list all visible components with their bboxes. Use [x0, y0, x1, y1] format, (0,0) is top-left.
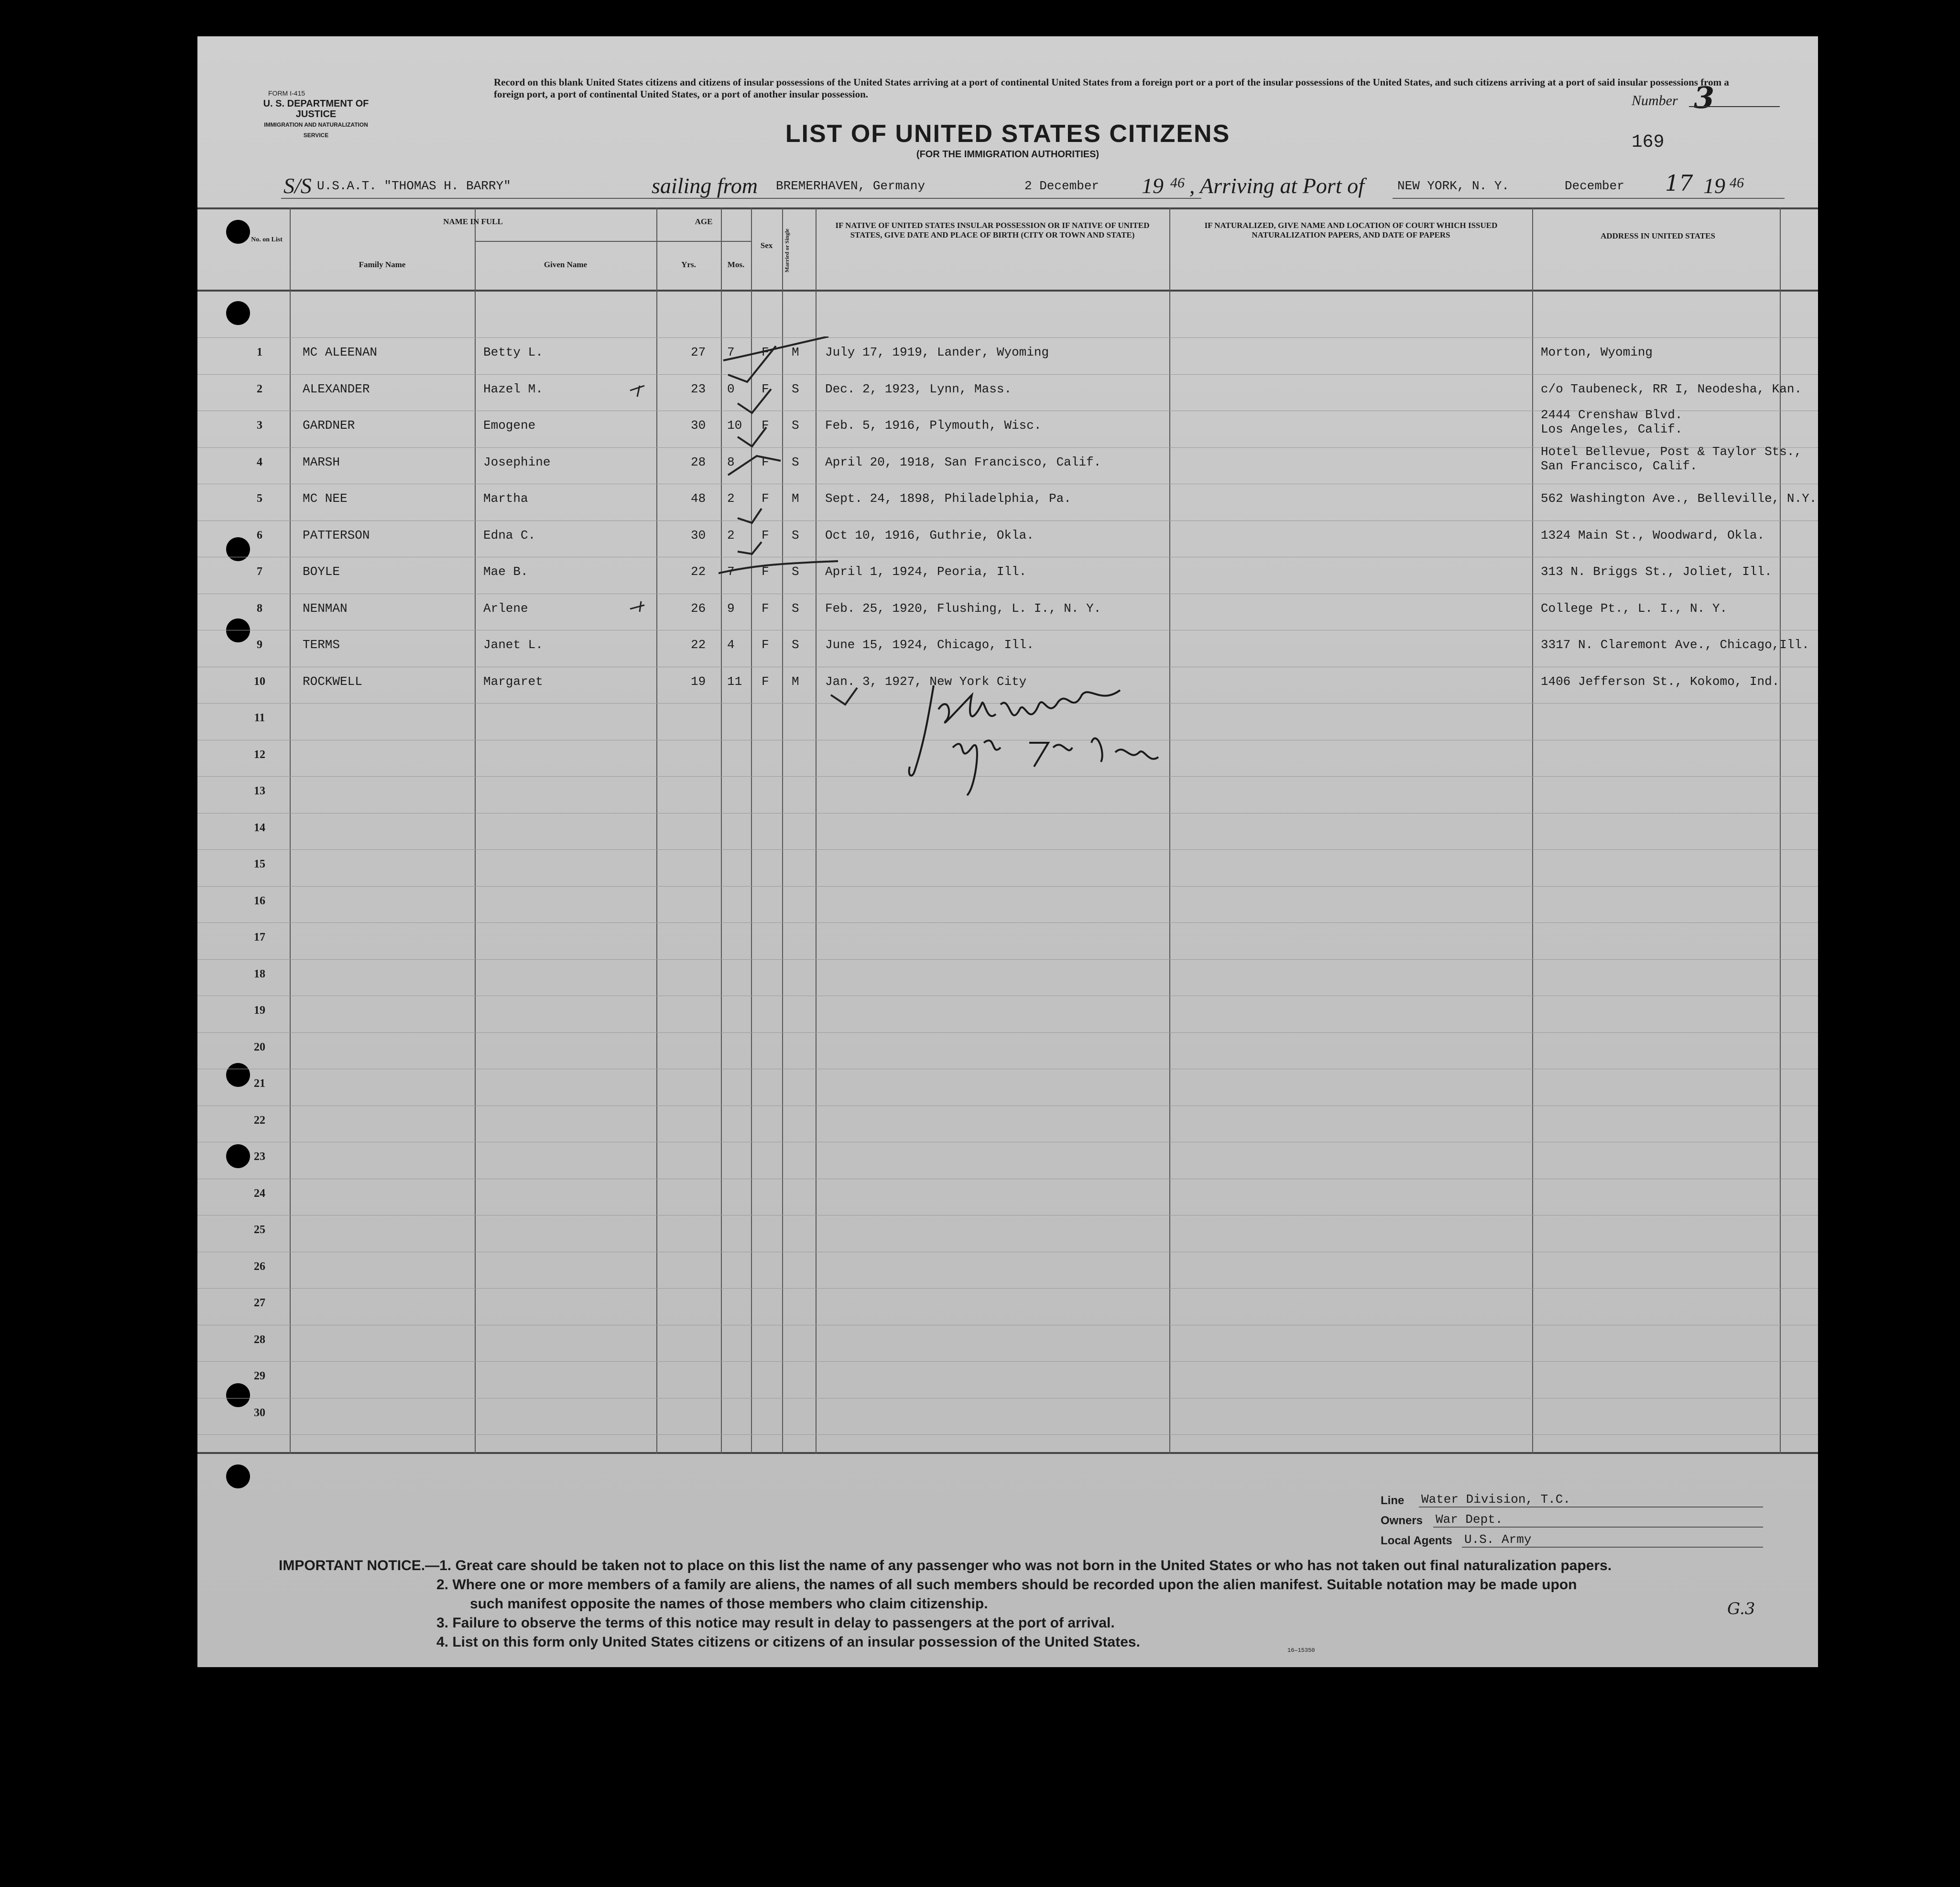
- record-instructions: Record on this blank United States citizens and citizens of insular possessions of the United States arriving at a port of continental United States from a foreign port or a port of the insular possessions of the United States, and such citizens arriving at a port of said insular possessions from a foreign port, a port of continental United States, or a port of another insular possession.: [494, 76, 1729, 100]
- form-number: FORM I-415: [268, 89, 305, 97]
- tick-mark: [628, 599, 647, 614]
- header-address: ADDRESS IN UNITED STATES: [1601, 231, 1715, 240]
- age-years-cell: 23: [691, 381, 706, 396]
- birth-cell: July 17, 1919, Lander, Wyoming: [825, 345, 1049, 359]
- notice-3: 3. Failure to observe the terms of this notice may result in delay to passengers at the port of arrival.: [436, 1615, 1115, 1631]
- list-number: 3: [1694, 80, 1715, 115]
- row-number: 25: [254, 1224, 265, 1236]
- row-number: 26: [254, 1260, 265, 1273]
- sex-cell: F: [762, 674, 769, 689]
- marital-status-cell: S: [792, 455, 799, 469]
- family-name-cell: MC ALEENAN: [303, 345, 378, 359]
- row-rule: [197, 1434, 1818, 1435]
- line-label: Line: [1381, 1494, 1405, 1507]
- header-yrs: Yrs.: [681, 260, 696, 269]
- row-number: 12: [254, 748, 265, 761]
- address-cell: [1541, 445, 1802, 473]
- row-rule: [197, 1398, 1818, 1399]
- notice-title: IMPORTANT NOTICE.: [279, 1558, 425, 1573]
- owners-underline: [1433, 1527, 1763, 1528]
- given-name-cell: Josephine: [483, 455, 551, 469]
- agency-name: U. S. DEPARTMENT OF JUSTICE: [263, 98, 369, 119]
- address-line: 3317 N. Claremont Ave., Chicago,Ill.: [1541, 638, 1809, 652]
- birth-cell: Jan. 3, 1927, New York City: [825, 674, 1027, 689]
- age-years-cell: 48: [691, 491, 706, 506]
- row-number: 8: [257, 602, 262, 615]
- row-number: 4: [257, 455, 262, 468]
- header-birth: IF NATIVE OF UNITED STATES INSULAR POSSESSION OR IF NATIVE OF UNITED STATES, GIVE DATE AND PLACE OF BIRTH (CITY OR TOWN AND STATE): [835, 221, 1150, 239]
- agents-label: Local Agents: [1381, 1534, 1452, 1547]
- address-line: Morton, Wyoming: [1541, 345, 1653, 359]
- marital-status-cell: M: [792, 674, 799, 689]
- row-rule: [197, 374, 1818, 375]
- row-number: 11: [254, 712, 265, 724]
- age-months-cell: 7: [727, 564, 735, 579]
- address-line: 562 Washington Ave., Belleville, N.Y.: [1541, 491, 1817, 506]
- marital-status-cell: S: [792, 381, 799, 396]
- address-line: 313 N. Briggs St., Joliet, Ill.: [1541, 564, 1772, 579]
- departure-port: BREMERHAVEN, Germany: [776, 179, 926, 193]
- address-line: Los Angeles, Calif.: [1541, 422, 1683, 436]
- departure-year-prefix: 19: [1142, 174, 1164, 198]
- address-cell: [1541, 674, 1779, 689]
- row-rule: [197, 849, 1818, 850]
- birth-cell: Feb. 5, 1916, Plymouth, Wisc.: [825, 418, 1042, 433]
- row-number: 9: [257, 639, 262, 651]
- address-cell: [1541, 345, 1653, 359]
- arrival-year-prefix: 19: [1703, 174, 1725, 198]
- header-married-single: Married or Single: [784, 228, 790, 272]
- page-title: LIST OF UNITED STATES CITIZENS: [785, 120, 1230, 148]
- row-number: 27: [254, 1297, 265, 1309]
- sex-cell: F: [762, 491, 769, 506]
- birth-cell: June 15, 1924, Chicago, Ill.: [825, 638, 1034, 652]
- age-years-cell: 30: [691, 418, 706, 433]
- agency-service: IMMIGRATION AND NATURALIZATION SERVICE: [264, 121, 368, 139]
- age-months-cell: 2: [727, 528, 735, 542]
- check-mark: [828, 685, 862, 709]
- address-line: San Francisco, Calif.: [1541, 458, 1698, 473]
- notice-2b: such manifest opposite the names of those members who claim citizenship.: [470, 1596, 988, 1612]
- header-given-name: Given Name: [544, 260, 588, 269]
- row-number: 29: [254, 1370, 265, 1382]
- address-cell: [1541, 491, 1817, 506]
- number-label: Number: [1632, 93, 1678, 108]
- departure-year: 46: [1170, 175, 1185, 191]
- given-name-cell: Janet L.: [483, 638, 543, 652]
- address-cell: [1541, 564, 1772, 579]
- row-rule: [197, 1288, 1818, 1289]
- check-marks: [719, 336, 843, 575]
- owners-value: War Dept.: [1436, 1512, 1503, 1527]
- address-line: College Pt., L. I., N. Y.: [1541, 601, 1728, 616]
- birth-cell: April 20, 1918, San Francisco, Calif.: [825, 455, 1101, 469]
- birth-cell: Oct 10, 1916, Guthrie, Okla.: [825, 528, 1034, 542]
- address-line: Hotel Bellevue, Post & Taylor Sts.,: [1541, 444, 1802, 459]
- row-number: 13: [254, 785, 265, 797]
- row-number: 17: [254, 931, 265, 944]
- age-years-cell: 28: [691, 455, 706, 469]
- row-number: 20: [254, 1041, 265, 1053]
- address-line: 1324 Main St., Woodward, Okla.: [1541, 528, 1765, 542]
- number-underline: [1689, 106, 1780, 107]
- inspector-signature: [900, 676, 1168, 800]
- marital-status-cell: M: [792, 345, 799, 359]
- page-subtitle: (FOR THE IMMIGRATION AUTHORITIES): [916, 149, 1100, 160]
- arrival-day: 17: [1665, 170, 1693, 196]
- age-years-cell: 27: [691, 345, 706, 359]
- sex-cell: F: [762, 528, 769, 542]
- line-value: Water Division, T.C.: [1421, 1492, 1571, 1507]
- ship-name: U.S.A.T. "THOMAS H. BARRY": [317, 179, 511, 193]
- row-number: 5: [257, 492, 262, 505]
- corner-note: G.3: [1727, 1599, 1755, 1618]
- row-number: 14: [254, 821, 265, 834]
- header-age: AGE: [695, 217, 713, 226]
- table-top-border: [197, 207, 1818, 209]
- marital-status-cell: S: [792, 638, 799, 652]
- address-cell: [1541, 638, 1809, 652]
- manifest-sheet: [197, 36, 1818, 1667]
- arriving-label: , Arriving at Port of: [1189, 174, 1364, 198]
- family-name-cell: ALEXANDER: [303, 381, 370, 396]
- marital-status-cell: S: [792, 601, 799, 616]
- address-line: 1406 Jefferson St., Kokomo, Ind.: [1541, 674, 1780, 689]
- age-years-cell: 30: [691, 528, 706, 542]
- header-name-in-full: NAME IN FULL: [443, 217, 503, 226]
- row-number: 22: [254, 1114, 265, 1127]
- family-name-cell: GARDNER: [303, 418, 355, 433]
- age-months-cell: 0: [727, 381, 735, 396]
- age-years-cell: 22: [691, 564, 706, 579]
- row-rule: [197, 337, 1818, 338]
- departure-date: 2 December: [1024, 179, 1100, 193]
- given-name-cell: Margaret: [483, 674, 543, 689]
- header-mos: Mos.: [727, 260, 745, 269]
- family-name-cell: MC NEE: [303, 491, 348, 506]
- address-cell: [1541, 408, 1682, 436]
- print-code: 16—15350: [1287, 1647, 1315, 1654]
- header-bottom-border: [197, 290, 1818, 292]
- header-naturalized: IF NATURALIZED, GIVE NAME AND LOCATION OF COURT WHICH ISSUED NATURALIZATION PAPERS, AND DATE OF PAPERS: [1204, 221, 1498, 239]
- address-cell: [1541, 382, 1802, 396]
- notice-2a: 2. Where one or more members of a family are aliens, the names of all such members should be recorded upon the alien manifest. Suitable notation may be made upon: [436, 1577, 1577, 1593]
- given-name-cell: Martha: [483, 491, 528, 506]
- row-number: 6: [257, 529, 262, 542]
- row-number: 18: [254, 967, 265, 980]
- ship-prefix: S/S: [283, 174, 312, 198]
- row-number: 2: [257, 382, 262, 395]
- family-name-cell: ROCKWELL: [303, 674, 362, 689]
- given-name-cell: Edna C.: [483, 528, 536, 542]
- given-name-cell: Emogene: [483, 418, 536, 433]
- header-family-name: Family Name: [359, 260, 406, 269]
- header-sex: Sex: [760, 241, 773, 250]
- age-years-cell: 22: [691, 638, 706, 652]
- row-rule: [197, 959, 1818, 960]
- sex-cell: F: [762, 455, 769, 469]
- address-cell: [1541, 601, 1727, 616]
- birth-cell: Feb. 25, 1920, Flushing, L. I., N. Y.: [825, 601, 1101, 616]
- address-line: c/o Taubeneck, RR I, Neodesha, Kan.: [1541, 381, 1802, 396]
- family-name-cell: PATTERSON: [303, 528, 370, 542]
- row-number: 7: [257, 565, 262, 578]
- row-number: 21: [254, 1077, 265, 1090]
- age-months-cell: 9: [727, 601, 735, 616]
- sex-cell: F: [762, 638, 769, 652]
- age-months-cell: 11: [727, 674, 742, 689]
- marital-status-cell: S: [792, 528, 799, 542]
- marital-status-cell: M: [792, 491, 799, 506]
- marital-status-cell: S: [792, 418, 799, 433]
- passenger-table: [197, 207, 1818, 1454]
- row-number: 1: [257, 346, 262, 358]
- row-number: 10: [254, 675, 265, 688]
- sex-cell: F: [762, 381, 769, 396]
- age-months-cell: 8: [727, 455, 735, 469]
- family-name-cell: TERMS: [303, 638, 340, 652]
- family-name-cell: MARSH: [303, 455, 340, 469]
- age-months-cell: 7: [727, 345, 735, 359]
- notice-4: 4. List on this form only United States citizens or citizens of an insular possession of the United States.: [436, 1634, 1140, 1650]
- given-name-cell: Betty L.: [483, 345, 543, 359]
- row-rule: [197, 1361, 1818, 1362]
- sailing-from-label: sailing from: [652, 174, 758, 198]
- address-line: 2444 Crenshaw Blvd.: [1541, 408, 1683, 422]
- sex-cell: F: [762, 601, 769, 616]
- sex-cell: F: [762, 564, 769, 579]
- birth-cell: Dec. 2, 1923, Lynn, Mass.: [825, 381, 1012, 396]
- sex-cell: F: [762, 345, 769, 359]
- address-cell: [1541, 528, 1764, 542]
- row-number: 19: [254, 1004, 265, 1017]
- row-rule: [197, 922, 1818, 923]
- sex-cell: F: [762, 418, 769, 433]
- row-number: 24: [254, 1187, 265, 1200]
- punch-hole: [226, 1464, 250, 1488]
- age-months-cell: 2: [727, 491, 735, 506]
- marital-status-cell: S: [792, 564, 799, 579]
- notice-1: —1. Great care should be taken not to place on this list the name of any passenger who was not born in the United States or who has not taken out final naturalization papers.: [425, 1558, 1612, 1573]
- arrival-underline: [1393, 198, 1785, 199]
- row-number: 30: [254, 1406, 265, 1419]
- given-name-cell: Hazel M.: [483, 381, 543, 396]
- row-number: 16: [254, 894, 265, 907]
- family-name-cell: BOYLE: [303, 564, 340, 579]
- important-notice: [279, 1556, 1785, 1652]
- arrival-month: December: [1565, 179, 1624, 193]
- birth-cell: Sept. 24, 1898, Philadelphia, Pa.: [825, 491, 1071, 506]
- age-months-cell: 10: [727, 418, 742, 433]
- row-number: 15: [254, 858, 265, 870]
- age-years-cell: 26: [691, 601, 706, 616]
- row-rule: [197, 1032, 1818, 1033]
- stamp-number: 169: [1632, 132, 1665, 152]
- agents-underline: [1462, 1547, 1763, 1548]
- table-bottom-border: [197, 1452, 1818, 1454]
- row-number: 28: [254, 1333, 265, 1346]
- family-name-cell: NENMAN: [303, 601, 348, 616]
- birth-cell: April 1, 1924, Peoria, Ill.: [825, 564, 1027, 579]
- owners-label: Owners: [1381, 1514, 1423, 1527]
- given-name-cell: Arlene: [483, 601, 528, 616]
- age-months-cell: 4: [727, 638, 735, 652]
- row-number: 3: [257, 419, 262, 432]
- age-years-cell: 19: [691, 674, 706, 689]
- row-number: 23: [254, 1150, 265, 1163]
- row-rule: [197, 886, 1818, 887]
- header-no: No. on List: [251, 236, 283, 243]
- tick-mark: [628, 383, 647, 398]
- departure-underline: [771, 198, 1201, 199]
- given-name-cell: Mae B.: [483, 564, 528, 579]
- arrival-year: 46: [1730, 175, 1744, 191]
- agents-value: U.S. Army: [1464, 1532, 1532, 1547]
- arrival-port: NEW YORK, N. Y.: [1397, 179, 1510, 193]
